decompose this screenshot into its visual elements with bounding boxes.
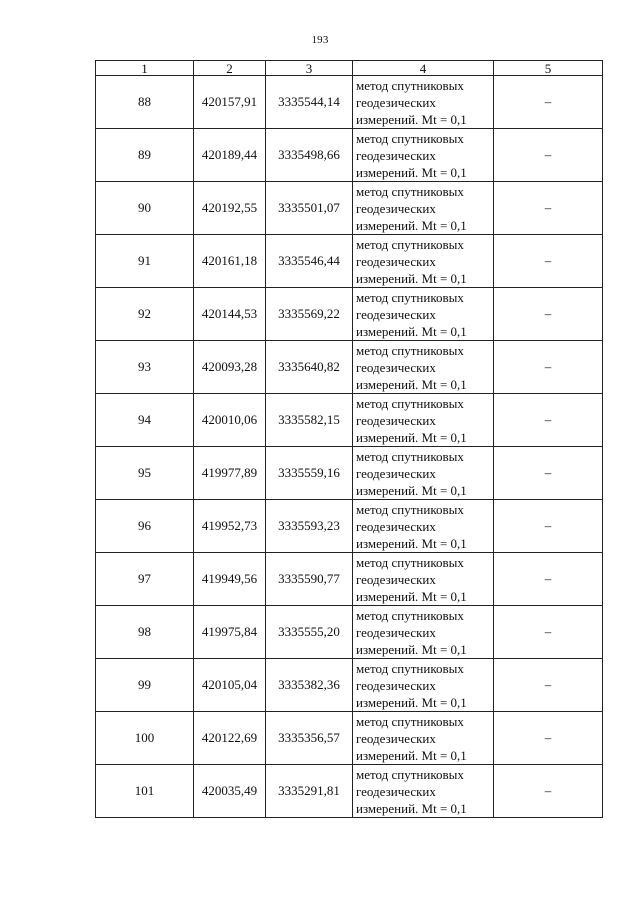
y-coordinate-cell: 3335356,57 (266, 712, 353, 765)
method-line-3: измерений. Mt = 0,1 (356, 482, 467, 498)
point-number-cell: 101 (96, 765, 194, 818)
method-cell (353, 288, 494, 341)
method-line-2: геодезических (356, 147, 436, 163)
point-number-cell: 95 (96, 447, 194, 500)
method-cell (353, 606, 494, 659)
method-line-3: измерений. Mt = 0,1 (356, 588, 467, 604)
y-coordinate-cell: 3335291,81 (266, 765, 353, 818)
table-body (96, 76, 603, 818)
table-row (96, 182, 603, 235)
point-number-cell: 99 (96, 659, 194, 712)
method-line-1: метод спутниковых (356, 607, 464, 623)
x-coordinate-cell: 420157,91 (194, 76, 266, 129)
table-row (96, 606, 603, 659)
method-cell (353, 553, 494, 606)
x-coordinate-cell: 420035,49 (194, 765, 266, 818)
x-coordinate-cell: 419977,89 (194, 447, 266, 500)
point-number-cell: 92 (96, 288, 194, 341)
method-line-1: метод спутниковых (356, 395, 464, 411)
note-cell: – (494, 712, 603, 765)
point-number-cell: 91 (96, 235, 194, 288)
method-line-2: геодезических (356, 624, 436, 640)
note-cell: – (494, 606, 603, 659)
table-row (96, 394, 603, 447)
method-cell (353, 235, 494, 288)
table-row (96, 129, 603, 182)
method-line-3: измерений. Mt = 0,1 (356, 111, 467, 127)
point-number-cell: 89 (96, 129, 194, 182)
y-coordinate-cell: 3335593,23 (266, 500, 353, 553)
method-cell (353, 394, 494, 447)
table-row (96, 712, 603, 765)
note-cell: – (494, 76, 603, 129)
x-coordinate-cell: 420161,18 (194, 235, 266, 288)
table-row (96, 235, 603, 288)
method-cell (353, 182, 494, 235)
point-number-cell: 90 (96, 182, 194, 235)
method-line-2: геодезических (356, 730, 436, 746)
point-number-cell: 88 (96, 76, 194, 129)
method-line-1: метод спутниковых (356, 130, 464, 146)
method-line-2: геодезических (356, 518, 436, 534)
note-cell: – (494, 553, 603, 606)
method-line-3: измерений. Mt = 0,1 (356, 800, 467, 816)
method-line-1: метод спутниковых (356, 236, 464, 252)
y-coordinate-cell: 3335590,77 (266, 553, 353, 606)
table-row (96, 659, 603, 712)
method-line-3: измерений. Mt = 0,1 (356, 429, 467, 445)
method-line-1: метод спутниковых (356, 713, 464, 729)
method-line-2: геодезических (356, 412, 436, 428)
method-cell (353, 447, 494, 500)
y-coordinate-cell: 3335640,82 (266, 341, 353, 394)
method-line-2: геодезических (356, 253, 436, 269)
method-line-1: метод спутниковых (356, 77, 464, 93)
table-header (96, 61, 603, 76)
method-line-1: метод спутниковых (356, 660, 464, 676)
y-coordinate-cell: 3335546,44 (266, 235, 353, 288)
y-coordinate-cell: 3335498,66 (266, 129, 353, 182)
x-coordinate-cell: 420010,06 (194, 394, 266, 447)
method-line-2: геодезических (356, 465, 436, 481)
x-coordinate-cell: 420105,04 (194, 659, 266, 712)
method-cell (353, 76, 494, 129)
point-number-cell: 100 (96, 712, 194, 765)
point-number-cell: 97 (96, 553, 194, 606)
column-header-2: 2 (194, 61, 266, 76)
method-line-3: измерений. Mt = 0,1 (356, 535, 467, 551)
method-line-2: геодезических (356, 306, 436, 322)
method-line-3: измерений. Mt = 0,1 (356, 747, 467, 763)
y-coordinate-cell: 3335382,36 (266, 659, 353, 712)
table-row (96, 76, 603, 129)
method-line-3: измерений. Mt = 0,1 (356, 694, 467, 710)
method-line-2: геодезических (356, 571, 436, 587)
coordinates-table (95, 60, 603, 818)
method-line-1: метод спутниковых (356, 501, 464, 517)
y-coordinate-cell: 3335501,07 (266, 182, 353, 235)
y-coordinate-cell: 3335582,15 (266, 394, 353, 447)
y-coordinate-cell: 3335544,14 (266, 76, 353, 129)
table-row (96, 447, 603, 500)
note-cell: – (494, 235, 603, 288)
method-line-3: измерений. Mt = 0,1 (356, 323, 467, 339)
method-cell (353, 765, 494, 818)
table-row (96, 341, 603, 394)
method-line-2: геодезических (356, 783, 436, 799)
note-cell: – (494, 500, 603, 553)
method-cell (353, 129, 494, 182)
method-line-2: геодезических (356, 359, 436, 375)
table-row (96, 765, 603, 818)
method-line-1: метод спутниковых (356, 766, 464, 782)
method-line-3: измерений. Mt = 0,1 (356, 270, 467, 286)
point-number-cell: 96 (96, 500, 194, 553)
note-cell: – (494, 341, 603, 394)
method-line-2: геодезических (356, 94, 436, 110)
header-row (96, 61, 603, 76)
method-cell (353, 659, 494, 712)
method-cell (353, 500, 494, 553)
method-line-1: метод спутниковых (356, 554, 464, 570)
column-header-4: 4 (353, 61, 494, 76)
x-coordinate-cell: 420144,53 (194, 288, 266, 341)
method-line-2: геодезических (356, 677, 436, 693)
method-line-1: метод спутниковых (356, 289, 464, 305)
x-coordinate-cell: 420189,44 (194, 129, 266, 182)
note-cell: – (494, 129, 603, 182)
table-row (96, 500, 603, 553)
method-line-3: измерений. Mt = 0,1 (356, 217, 467, 233)
note-cell: – (494, 394, 603, 447)
method-line-1: метод спутниковых (356, 448, 464, 464)
note-cell: – (494, 182, 603, 235)
column-header-5: 5 (494, 61, 603, 76)
point-number-cell: 93 (96, 341, 194, 394)
x-coordinate-cell: 419949,56 (194, 553, 266, 606)
method-line-1: метод спутниковых (356, 342, 464, 358)
method-cell (353, 712, 494, 765)
y-coordinate-cell: 3335559,16 (266, 447, 353, 500)
page-number: 193 (311, 34, 329, 46)
table-row (96, 553, 603, 606)
point-number-cell: 98 (96, 606, 194, 659)
column-header-1: 1 (96, 61, 194, 76)
y-coordinate-cell: 3335569,22 (266, 288, 353, 341)
method-line-3: измерений. Mt = 0,1 (356, 641, 467, 657)
y-coordinate-cell: 3335555,20 (266, 606, 353, 659)
x-coordinate-cell: 420122,69 (194, 712, 266, 765)
point-number-cell: 94 (96, 394, 194, 447)
table-row (96, 288, 603, 341)
x-coordinate-cell: 419952,73 (194, 500, 266, 553)
note-cell: – (494, 659, 603, 712)
note-cell: – (494, 447, 603, 500)
method-cell (353, 341, 494, 394)
x-coordinate-cell: 420093,28 (194, 341, 266, 394)
column-header-3: 3 (266, 61, 353, 76)
method-line-1: метод спутниковых (356, 183, 464, 199)
x-coordinate-cell: 419975,84 (194, 606, 266, 659)
method-line-2: геодезических (356, 200, 436, 216)
method-line-3: измерений. Mt = 0,1 (356, 376, 467, 392)
method-line-3: измерений. Mt = 0,1 (356, 164, 467, 180)
x-coordinate-cell: 420192,55 (194, 182, 266, 235)
note-cell: – (494, 288, 603, 341)
note-cell: – (494, 765, 603, 818)
